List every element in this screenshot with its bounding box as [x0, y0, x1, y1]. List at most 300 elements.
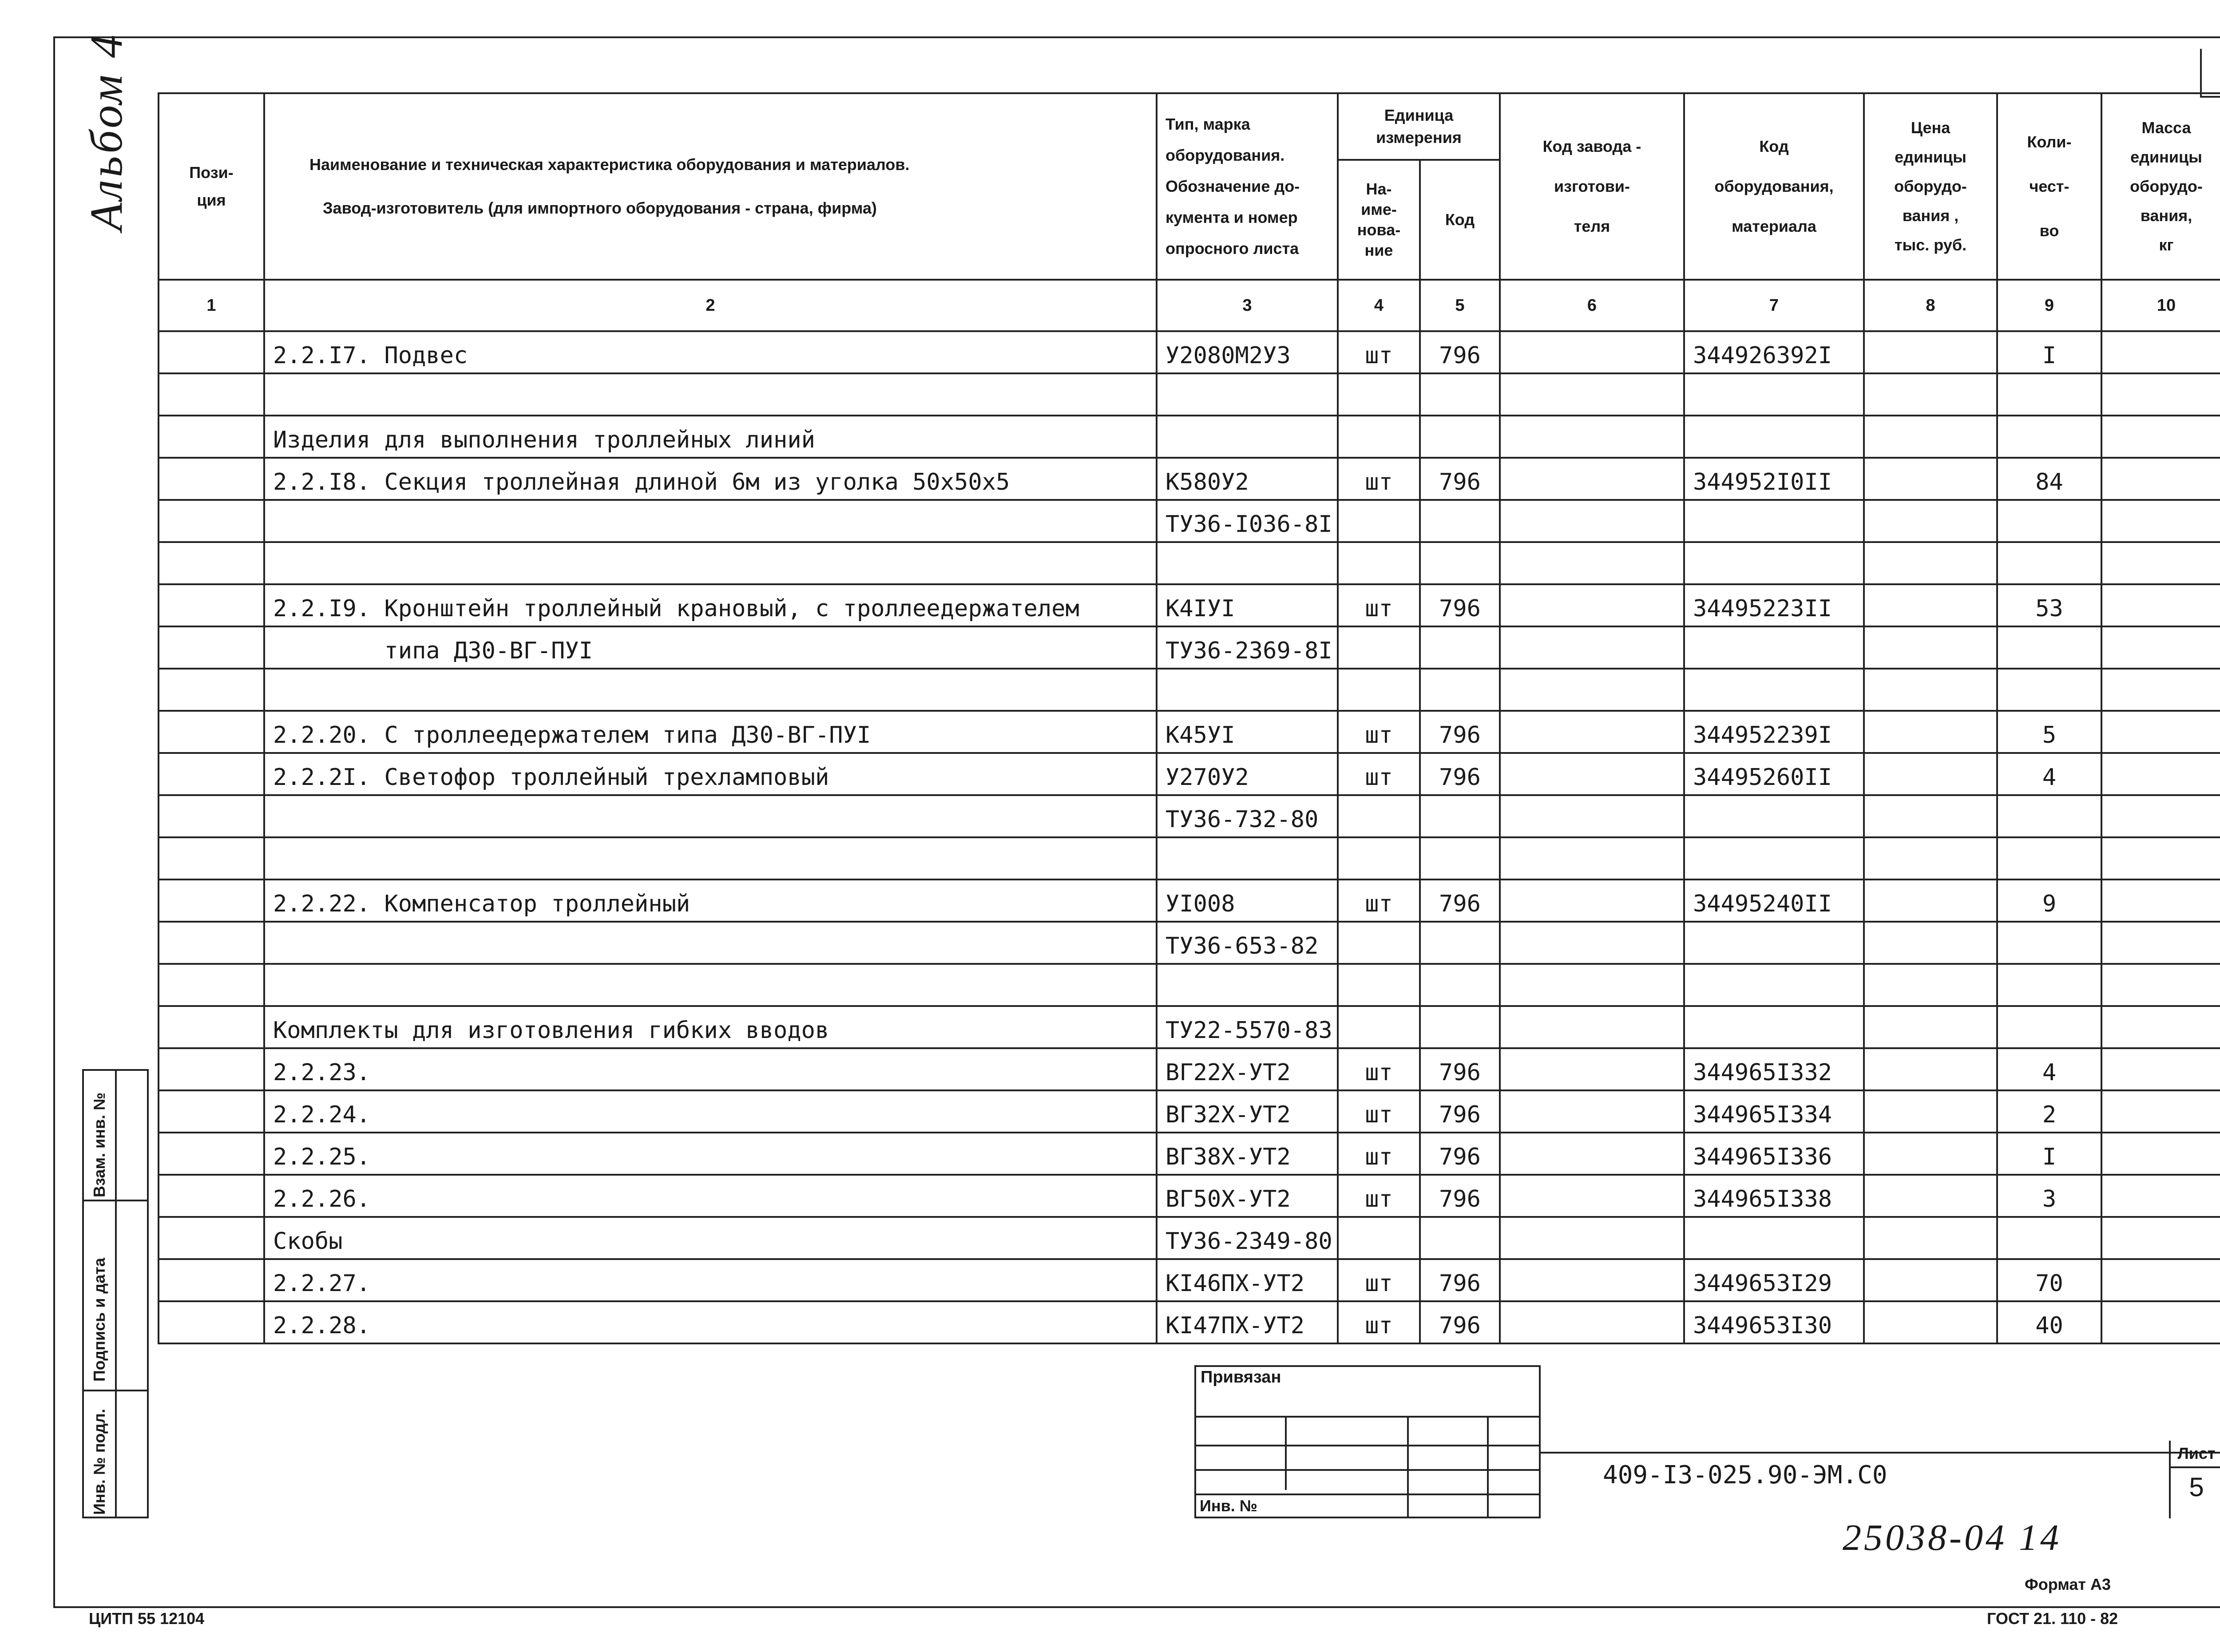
cell-position	[159, 416, 264, 458]
cell-unit: шт	[1338, 1048, 1420, 1090]
cell-type: К4IУI	[1157, 584, 1338, 626]
cell-mass	[2101, 1301, 2220, 1343]
cell-mass	[2101, 626, 2220, 669]
table-row	[159, 1259, 2220, 1301]
header-mass-l5: кг	[2159, 236, 2174, 254]
cell-type: У2080М2У3	[1157, 331, 1338, 373]
cell-material-code: 344965I334	[1684, 1090, 1864, 1133]
cell-unit-code	[1420, 795, 1500, 837]
cell-price	[1864, 1048, 1997, 1090]
cell-type: ТУ36-2349-80	[1157, 1217, 1338, 1259]
cell-price	[1864, 584, 1997, 626]
cell-price	[1864, 1217, 1997, 1259]
side-stamp-line	[84, 1200, 147, 1201]
header-price-l5: тыс. руб.	[1894, 236, 1967, 254]
cell-quantity: I	[1997, 1133, 2101, 1175]
cell-mass	[2101, 373, 2220, 416]
cell-quantity	[1997, 837, 2101, 879]
cell-plant-code	[1500, 711, 1684, 753]
cell-unit-code	[1420, 964, 1500, 1006]
cell-name: 2.2.I9. Кронштейн троллейный крановый, с троллеедержателем	[264, 584, 1157, 626]
cell-price	[1864, 879, 1997, 922]
cell-plant-code	[1500, 879, 1684, 922]
cell-plant-code	[1500, 542, 1684, 584]
cell-unit	[1338, 922, 1420, 964]
cell-plant-code	[1500, 1175, 1684, 1217]
cell-material-code: 344965I332	[1684, 1048, 1864, 1090]
cell-name: Скобы	[264, 1217, 1157, 1259]
cell-material-code: 344952I0II	[1684, 458, 1864, 500]
cell-price	[1864, 373, 1997, 416]
column-number: 2	[264, 280, 1157, 331]
cell-unit-code: 796	[1420, 1133, 1500, 1175]
cell-material-code: 3449653I30	[1684, 1301, 1864, 1343]
cell-unit	[1338, 373, 1420, 416]
cell-position	[159, 458, 264, 500]
cell-name	[264, 837, 1157, 879]
header-unit-code: Код	[1420, 160, 1500, 280]
cell-material-code	[1684, 1006, 1864, 1048]
cell-type	[1157, 964, 1338, 1006]
header-name-line2: Завод-изготовитель (для импортного оборудования - страна, фирма)	[323, 199, 877, 217]
cell-unit: шт	[1338, 584, 1420, 626]
cell-plant-code	[1500, 1090, 1684, 1133]
cell-plant-code	[1500, 1006, 1684, 1048]
cell-plant-code	[1500, 1048, 1684, 1090]
cell-mass	[2101, 964, 2220, 1006]
header-type-l2: оборудования.	[1166, 146, 1285, 164]
cell-mass	[2101, 1217, 2220, 1259]
cell-name	[264, 964, 1157, 1006]
cell-position	[159, 373, 264, 416]
cell-name	[264, 500, 1157, 542]
cell-material-code	[1684, 416, 1864, 458]
cell-name: Комплекты для изготовления гибких вводов	[264, 1006, 1157, 1048]
cell-plant-code	[1500, 373, 1684, 416]
table-row	[159, 922, 2220, 964]
header-mass-l4: вания,	[2140, 206, 2192, 225]
cell-unit: шт	[1338, 331, 1420, 373]
cell-mass	[2101, 1175, 2220, 1217]
cell-position	[159, 626, 264, 669]
column-number: 4	[1338, 280, 1420, 331]
cell-price	[1864, 964, 1997, 1006]
cell-unit-code: 796	[1420, 1301, 1500, 1343]
header-mass-l1: Масса	[2141, 119, 2191, 137]
cell-quantity: I	[1997, 331, 2101, 373]
table-row	[159, 500, 2220, 542]
cell-position	[159, 331, 264, 373]
cell-quantity	[1997, 373, 2101, 416]
cell-unit-code: 796	[1420, 584, 1500, 626]
cell-type: К580У2	[1157, 458, 1338, 500]
cell-name: 2.2.22. Компенсатор троллейный	[264, 879, 1157, 922]
cell-price	[1864, 669, 1997, 711]
cell-position	[159, 879, 264, 922]
header-unit-group: Единица измерения	[1338, 93, 1500, 160]
footer-gost: ГОСТ 21. 110 - 82	[1987, 1609, 2118, 1628]
cell-unit	[1338, 837, 1420, 879]
header-material-l2: оборудования,	[1714, 177, 1834, 195]
cell-unit-code: 796	[1420, 458, 1500, 500]
cell-unit-code	[1420, 922, 1500, 964]
table-row	[159, 1048, 2220, 1090]
cell-name	[264, 922, 1157, 964]
cell-price	[1864, 711, 1997, 753]
cell-type	[1157, 669, 1338, 711]
cell-position	[159, 1133, 264, 1175]
cell-position	[159, 542, 264, 584]
table-row	[159, 331, 2220, 373]
header-name	[264, 93, 1157, 280]
cell-unit-code: 796	[1420, 331, 1500, 373]
cell-quantity: 3	[1997, 1175, 2101, 1217]
album-label: Альбом 4	[81, 32, 132, 231]
cell-material-code	[1684, 626, 1864, 669]
cell-type: ТУ22-5570-83	[1157, 1006, 1338, 1048]
table-row	[159, 542, 2220, 584]
cell-price	[1864, 1301, 1997, 1343]
cell-unit-code	[1420, 416, 1500, 458]
cell-plant-code	[1500, 458, 1684, 500]
table-row	[159, 964, 2220, 1006]
cell-unit-code	[1420, 1006, 1500, 1048]
sheet-box	[2169, 1441, 2220, 1518]
cell-mass	[2101, 500, 2220, 542]
cell-name	[264, 373, 1157, 416]
column-number: 5	[1420, 280, 1500, 331]
cell-price	[1864, 1259, 1997, 1301]
cell-material-code: 34495223II	[1684, 584, 1864, 626]
cell-quantity	[1997, 1217, 2101, 1259]
cell-unit: шт	[1338, 711, 1420, 753]
cell-quantity: 4	[1997, 1048, 2101, 1090]
cell-unit-code	[1420, 837, 1500, 879]
header-plant-l3: теля	[1574, 217, 1610, 235]
cell-unit-code: 796	[1420, 1259, 1500, 1301]
document-code: 409-I3-025.90-ЭМ.С0	[1603, 1461, 1887, 1490]
header-material-l3: материала	[1732, 217, 1816, 235]
cell-mass	[2101, 542, 2220, 584]
cell-position	[159, 1006, 264, 1048]
cell-unit-code	[1420, 626, 1500, 669]
cell-quantity: 70	[1997, 1259, 2101, 1301]
table-row	[159, 837, 2220, 879]
header-type-l5: опросного листа	[1166, 239, 1299, 258]
cell-type: ТУ36-732-80	[1157, 795, 1338, 837]
cell-unit	[1338, 964, 1420, 1006]
cell-quantity	[1997, 416, 2101, 458]
cell-unit: шт	[1338, 458, 1420, 500]
cell-mass	[2101, 1259, 2220, 1301]
cell-quantity: 9	[1997, 879, 2101, 922]
column-numbers-row	[159, 280, 2220, 331]
cell-type: ВГ22Х-УТ2	[1157, 1048, 1338, 1090]
privyazan-divider	[1407, 1416, 1409, 1517]
cell-name: 2.2.27.	[264, 1259, 1157, 1301]
table-row	[159, 795, 2220, 837]
cell-name: 2.2.24.	[264, 1090, 1157, 1133]
side-stamp-divider	[115, 1071, 117, 1517]
header-type-l1: Тип, марка	[1166, 115, 1250, 133]
cell-material-code	[1684, 964, 1864, 1006]
header-mass-l2: единицы	[2130, 148, 2202, 166]
table-row	[159, 1301, 2220, 1343]
header-plant-l2: изготови-	[1554, 177, 1630, 195]
cell-material-code: 344926392I	[1684, 331, 1864, 373]
table-row	[159, 879, 2220, 922]
cell-unit: шт	[1338, 1133, 1420, 1175]
cell-mass	[2101, 584, 2220, 626]
cell-unit-code: 796	[1420, 879, 1500, 922]
cell-quantity	[1997, 542, 2101, 584]
column-number: 6	[1500, 280, 1684, 331]
header-qty-l1: Коли-	[2027, 133, 2072, 151]
cell-plant-code	[1500, 753, 1684, 795]
header-price-l4: вания ,	[1902, 206, 1959, 225]
cell-unit	[1338, 542, 1420, 584]
cell-quantity	[1997, 1006, 2101, 1048]
cell-price	[1864, 416, 1997, 458]
privyazan-inv-label: Инв. №	[1200, 1497, 1257, 1515]
cell-material-code: 34495260II	[1684, 753, 1864, 795]
cell-unit: шт	[1338, 753, 1420, 795]
handwritten-number: 25038-04 14	[1843, 1517, 2061, 1558]
cell-unit	[1338, 416, 1420, 458]
cell-unit-code	[1420, 669, 1500, 711]
cell-position	[159, 669, 264, 711]
cell-plant-code	[1500, 1259, 1684, 1301]
header-plant-l1: Код завода -	[1542, 137, 1641, 155]
cell-position	[159, 753, 264, 795]
cell-material-code: 3449653I29	[1684, 1259, 1864, 1301]
cell-position	[159, 1259, 264, 1301]
cell-plant-code	[1500, 500, 1684, 542]
privyazan-divider	[1285, 1416, 1287, 1490]
cell-plant-code	[1500, 964, 1684, 1006]
header-mass-l3: оборудо-	[2130, 177, 2203, 195]
cell-name: 2.2.25.	[264, 1133, 1157, 1175]
cell-plant-code	[1500, 626, 1684, 669]
header-price-l3: оборудо-	[1894, 177, 1967, 195]
privyazan-divider	[1487, 1416, 1489, 1517]
header-plant-code	[1500, 93, 1684, 280]
header-qty-l3: во	[2039, 222, 2059, 240]
cell-unit-code	[1420, 1217, 1500, 1259]
cell-type: ТУ36-653-82	[1157, 922, 1338, 964]
cell-name: 2.2.26.	[264, 1175, 1157, 1217]
cell-position	[159, 711, 264, 753]
cell-quantity: 5	[1997, 711, 2101, 753]
cell-mass	[2101, 837, 2220, 879]
specification-table	[158, 92, 2220, 1344]
cell-position	[159, 795, 264, 837]
cell-type	[1157, 416, 1338, 458]
footer-format: Формат А3	[2025, 1575, 2111, 1593]
table-row	[159, 669, 2220, 711]
cell-price	[1864, 626, 1997, 669]
cell-material-code: 344965I336	[1684, 1133, 1864, 1175]
cell-price	[1864, 922, 1997, 964]
cell-plant-code	[1500, 669, 1684, 711]
header-price-l1: Цена	[1911, 119, 1950, 137]
cell-quantity: 84	[1997, 458, 2101, 500]
cell-quantity	[1997, 922, 2101, 964]
header-position: Пози- ция	[159, 93, 264, 280]
cell-unit-code	[1420, 500, 1500, 542]
cell-name: 2.2.28.	[264, 1301, 1157, 1343]
cell-quantity	[1997, 626, 2101, 669]
cell-plant-code	[1500, 1133, 1684, 1175]
cell-unit: шт	[1338, 879, 1420, 922]
table-row	[159, 416, 2220, 458]
cell-mass	[2101, 416, 2220, 458]
cell-position	[159, 837, 264, 879]
cell-price	[1864, 1133, 1997, 1175]
cell-unit: шт	[1338, 1090, 1420, 1133]
cell-plant-code	[1500, 584, 1684, 626]
cell-mass	[2101, 711, 2220, 753]
cell-position	[159, 964, 264, 1006]
table-row	[159, 373, 2220, 416]
cell-unit	[1338, 1217, 1420, 1259]
cell-mass	[2101, 458, 2220, 500]
header-unit-name: На- име- нова- ние	[1338, 160, 1420, 280]
cell-name: 2.2.I7. Подвес	[264, 331, 1157, 373]
cell-name: Изделия для выполнения троллейных линий	[264, 416, 1157, 458]
sheet-page: 5	[2189, 1472, 2204, 1502]
cell-quantity: 40	[1997, 1301, 2101, 1343]
cell-mass	[2101, 1006, 2220, 1048]
cell-price	[1864, 1175, 1997, 1217]
cell-name: 2.2.20. С троллеедержателем типа Д30-ВГ-ПУI	[264, 711, 1157, 753]
column-number: 7	[1684, 280, 1864, 331]
cell-name	[264, 669, 1157, 711]
cell-mass	[2101, 753, 2220, 795]
cell-mass	[2101, 1048, 2220, 1090]
cell-unit-code	[1420, 542, 1500, 584]
cell-price	[1864, 542, 1997, 584]
table-row	[159, 1217, 2220, 1259]
cell-unit-code: 796	[1420, 1048, 1500, 1090]
table-row	[159, 584, 2220, 626]
cell-position	[159, 1301, 264, 1343]
cell-name: 2.2.23.	[264, 1048, 1157, 1090]
cell-material-code	[1684, 795, 1864, 837]
cell-material-code: 344952239I	[1684, 711, 1864, 753]
cell-plant-code	[1500, 795, 1684, 837]
cell-unit-code: 796	[1420, 1175, 1500, 1217]
header-type-l3: Обозначение до-	[1166, 177, 1300, 195]
table-row	[159, 626, 2220, 669]
cell-price	[1864, 753, 1997, 795]
cell-mass	[2101, 331, 2220, 373]
cell-unit: шт	[1338, 1301, 1420, 1343]
cell-type: ТУ36-2369-8I	[1157, 626, 1338, 669]
cell-plant-code	[1500, 416, 1684, 458]
cell-material-code	[1684, 922, 1864, 964]
cell-mass	[2101, 1133, 2220, 1175]
sheet-number	[2200, 49, 2220, 98]
table-row	[159, 1175, 2220, 1217]
cell-price	[1864, 500, 1997, 542]
cell-type	[1157, 373, 1338, 416]
side-label-inv: Инв. № подл.	[90, 1409, 108, 1515]
cell-unit	[1338, 500, 1420, 542]
cell-price	[1864, 331, 1997, 373]
cell-name	[264, 542, 1157, 584]
cell-name: 2.2.2I. Светофор троллейный трехламповый	[264, 753, 1157, 795]
header-type	[1157, 93, 1338, 280]
cell-quantity	[1997, 669, 2101, 711]
cell-mass	[2101, 795, 2220, 837]
header-price-l2: единицы	[1895, 148, 1966, 166]
cell-type: КI47ПХ-УТ2	[1157, 1301, 1338, 1343]
cell-material-code: 344965I338	[1684, 1175, 1864, 1217]
cell-plant-code	[1500, 1301, 1684, 1343]
cell-unit: шт	[1338, 1259, 1420, 1301]
cell-type: ВГ38Х-УТ2	[1157, 1133, 1338, 1175]
header-material-code	[1684, 93, 1864, 280]
table-row	[159, 1090, 2220, 1133]
cell-position	[159, 1048, 264, 1090]
header-mass	[2101, 93, 2220, 280]
cell-price	[1864, 795, 1997, 837]
cell-unit	[1338, 1006, 1420, 1048]
table-row	[159, 753, 2220, 795]
cell-type: ВГ32Х-УТ2	[1157, 1090, 1338, 1133]
table-row	[159, 1133, 2220, 1175]
cell-quantity	[1997, 795, 2101, 837]
cell-unit	[1338, 626, 1420, 669]
footer-left: ЦИТП 55 12104	[89, 1609, 205, 1628]
side-label-vzam: Взам. инв. №	[90, 1092, 108, 1197]
table-row	[159, 711, 2220, 753]
cell-type: КI46ПХ-УТ2	[1157, 1259, 1338, 1301]
cell-position	[159, 584, 264, 626]
column-number: 3	[1157, 280, 1338, 331]
header-qty-l2: чест-	[2029, 177, 2069, 195]
column-number: 1	[159, 280, 264, 331]
cell-quantity: 4	[1997, 753, 2101, 795]
cell-price	[1864, 837, 1997, 879]
header-quantity	[1997, 93, 2101, 280]
cell-position	[159, 1090, 264, 1133]
cell-name: типа Д30-ВГ-ПУI	[264, 626, 1157, 669]
cell-position	[159, 1217, 264, 1259]
cell-unit-code: 796	[1420, 1090, 1500, 1133]
header-material-l1: Код	[1759, 137, 1789, 155]
privyazan-title: Привязан	[1201, 1368, 1281, 1387]
cell-name: 2.2.I8. Секция троллейная длиной 6м из уголка 50х50х5	[264, 458, 1157, 500]
header-price	[1864, 93, 1997, 280]
cell-material-code	[1684, 837, 1864, 879]
privyazan-block	[1194, 1365, 1541, 1518]
cell-position	[159, 922, 264, 964]
cell-position	[159, 500, 264, 542]
column-number: 10	[2101, 280, 2220, 331]
cell-unit	[1338, 669, 1420, 711]
table-row	[159, 1006, 2220, 1048]
cell-type: К45УI	[1157, 711, 1338, 753]
cell-material-code	[1684, 1217, 1864, 1259]
column-number: 9	[1997, 280, 2101, 331]
cell-plant-code	[1500, 837, 1684, 879]
header-name-line1: Наименование и техническая характеристика оборудования и материалов.	[309, 155, 910, 174]
cell-unit-code: 796	[1420, 711, 1500, 753]
table-row	[159, 458, 2220, 500]
cell-plant-code	[1500, 922, 1684, 964]
